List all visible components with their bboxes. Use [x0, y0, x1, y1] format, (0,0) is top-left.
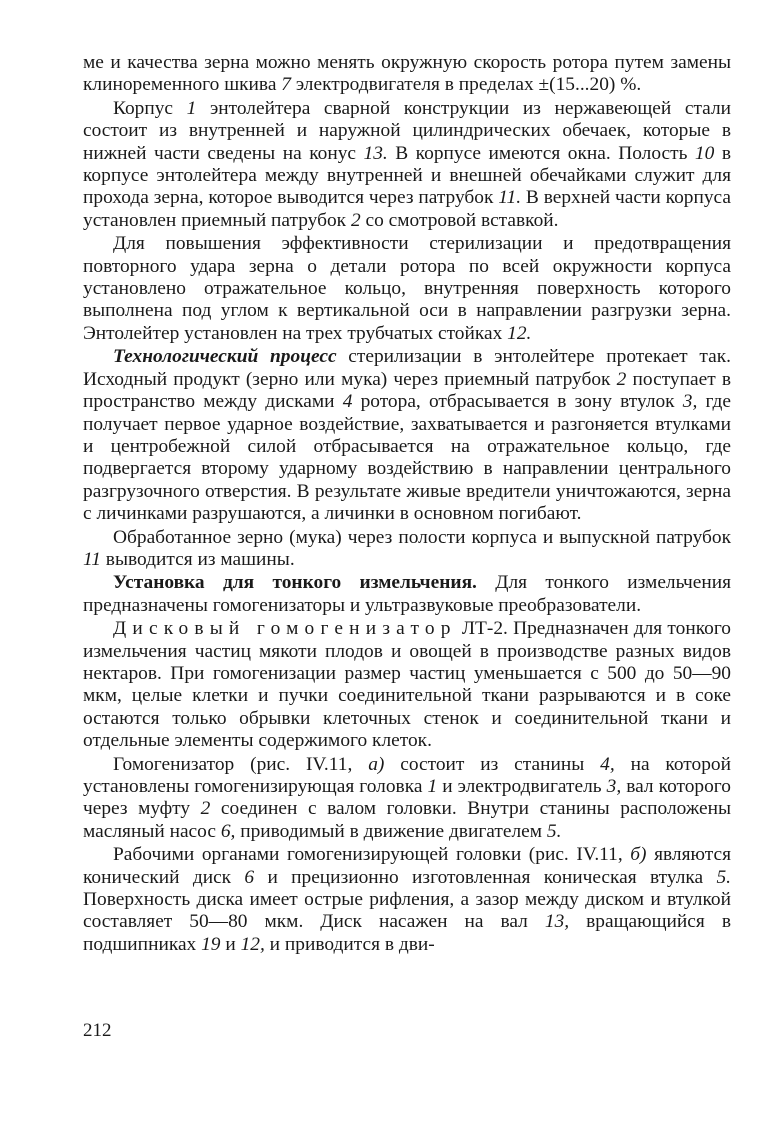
styled-run: Технологический процесс: [113, 346, 337, 368]
styled-run: 7: [281, 74, 291, 96]
styled-run: Установка для тонкого измельчения.: [113, 572, 477, 594]
paragraph: [83, 233, 731, 345]
text-run: и прецизионно изготовленная коническая втулка: [254, 866, 717, 888]
text-run: Для повышения эффективности стерилизации и предотвращения повторного удара зерна о детали ротора по всей окружности корпуса установлено отражательное кольцо, внутренняя поверхность которого выполнена под углом к вертикальной оси в направлении разгрузки зерна. Энтолейтер установлен на трех трубчатых стойках: [83, 233, 731, 344]
styled-run: 6,: [220, 820, 236, 842]
paragraph: [83, 346, 731, 525]
text-run: со смотровой вставкой.: [360, 209, 559, 231]
styled-run: 4: [342, 391, 353, 413]
styled-run: 4,: [600, 753, 615, 775]
text-run: вращающийся в подшипниках: [83, 911, 731, 955]
styled-run: 2: [616, 368, 627, 390]
text-run: приводимый в движение двигателем: [235, 820, 547, 842]
styled-run: 12.: [507, 322, 532, 344]
text-run: поступает в пространство между дисками: [83, 368, 731, 413]
paragraph: [83, 844, 731, 956]
styled-run: 1: [427, 776, 438, 797]
text-run: вал которого через муфту: [83, 776, 731, 820]
text-run: и: [220, 933, 241, 955]
styled-run: 3,: [682, 391, 698, 413]
text-run: Поверхность диска имеет острые рифления, а зазор между диском и втулкой составляет 50—80 мкм. Диск насажен на вал: [83, 889, 731, 933]
text-run: соединен с валом головки. Внутри станины расположены масляный насос: [83, 798, 732, 842]
text-run: Обработанное зерно (мука) через полости корпуса и выпускной патрубок: [113, 526, 731, 548]
styled-run: 12,: [240, 933, 265, 955]
text-run: ротора, отбрасывается в зону втулок: [352, 391, 683, 413]
styled-run: 10: [694, 142, 715, 164]
text-run: состоит из станины: [384, 753, 601, 775]
styled-run: 11: [83, 548, 101, 570]
text-run: Для тонкого измельчения предназначены гомогенизаторы и ультразвуковые преобразователи.: [83, 572, 731, 616]
text-run: являются конический диск: [83, 844, 731, 888]
text-run: где получает первое ударное воздействие, захватывается и разгоняется втулками и центробежной силой отбрасывается на отражательное кольцо, где подвергается второму ударному воздействию в направлении центрального разгрузочного отверстия. В результате живые вредители уничтожаются, зерна с личинками разрушаются, а личинки в основном погибают.: [83, 391, 731, 525]
styled-run: а): [368, 753, 385, 775]
text-run: выводится из машины.: [100, 548, 295, 570]
paragraph: [83, 754, 731, 844]
text-run: В верхней части корпуса установлен приемный патрубок: [83, 187, 731, 231]
body-text: [83, 52, 731, 957]
styled-run: 5.: [546, 820, 562, 842]
paragraph: [83, 527, 731, 572]
paragraph: [83, 618, 731, 752]
styled-run: 1: [186, 97, 197, 119]
text-run: электродвигателя в пределах ±(15...20) %.: [290, 74, 642, 96]
text-run: ме и качества зерна можно менять окружную скорость ротора путем замены клиноременного шкива: [83, 52, 731, 96]
text-run: В корпусе имеются окна. Полость: [387, 142, 695, 164]
paragraph: [83, 98, 731, 232]
text-run: и приводится в дви-: [264, 933, 435, 955]
text-run: в корпусе энтолейтера между внутренней и внешней обечайками служит для прохода зерна, которое выводится через патрубок: [83, 142, 731, 209]
styled-run: б): [630, 844, 647, 866]
paragraph: [83, 52, 731, 97]
styled-run: 2: [200, 798, 211, 820]
page-number: 212: [83, 1020, 112, 1041]
styled-run: 19: [201, 933, 221, 955]
styled-run: Дисковый гомогенизатор: [113, 618, 457, 640]
styled-run: 2: [350, 209, 361, 231]
styled-run: 3,: [606, 776, 622, 797]
text-run: Корпус: [113, 97, 187, 119]
text-run: Рабочими органами гомогенизирующей головки (рис. IV.11,: [113, 844, 631, 866]
text-run: и электродвигатель: [437, 776, 607, 797]
text-run: стерилизации в энтолейтере протекает так. Исходный продукт (зерно или мука) через приемный патрубок: [83, 346, 731, 390]
styled-run: 11.: [498, 187, 522, 209]
text-run: Гомогенизатор (рис. IV.11,: [113, 753, 369, 775]
styled-run: 5.: [716, 866, 732, 888]
text-run: на которой установлены гомогенизирующая головка: [83, 753, 731, 797]
styled-run: 6: [244, 866, 255, 888]
paragraph: [83, 572, 731, 617]
text-run: ЛТ-2. Предназначен для тонкого измельчения частиц мякоти плодов и овощей в производстве разных видов нектаров. При гомогенизации размер частиц уменьшается с 500 до 50—90 мкм, целые клетки и пучки соединительной ткани разрываются и в соке остаются только обрывки клеточных стенок и соединительной ткани и отдельные элементы содержимого клеток.: [83, 618, 731, 752]
text-run: энтолейтера сварной конструкции из нержавеющей стали состоит из внутренней и наружной цилиндрических обечаек, которые в нижней части сведены на конус: [83, 97, 732, 164]
styled-run: 13,: [544, 911, 570, 933]
styled-run: 13.: [363, 142, 388, 164]
